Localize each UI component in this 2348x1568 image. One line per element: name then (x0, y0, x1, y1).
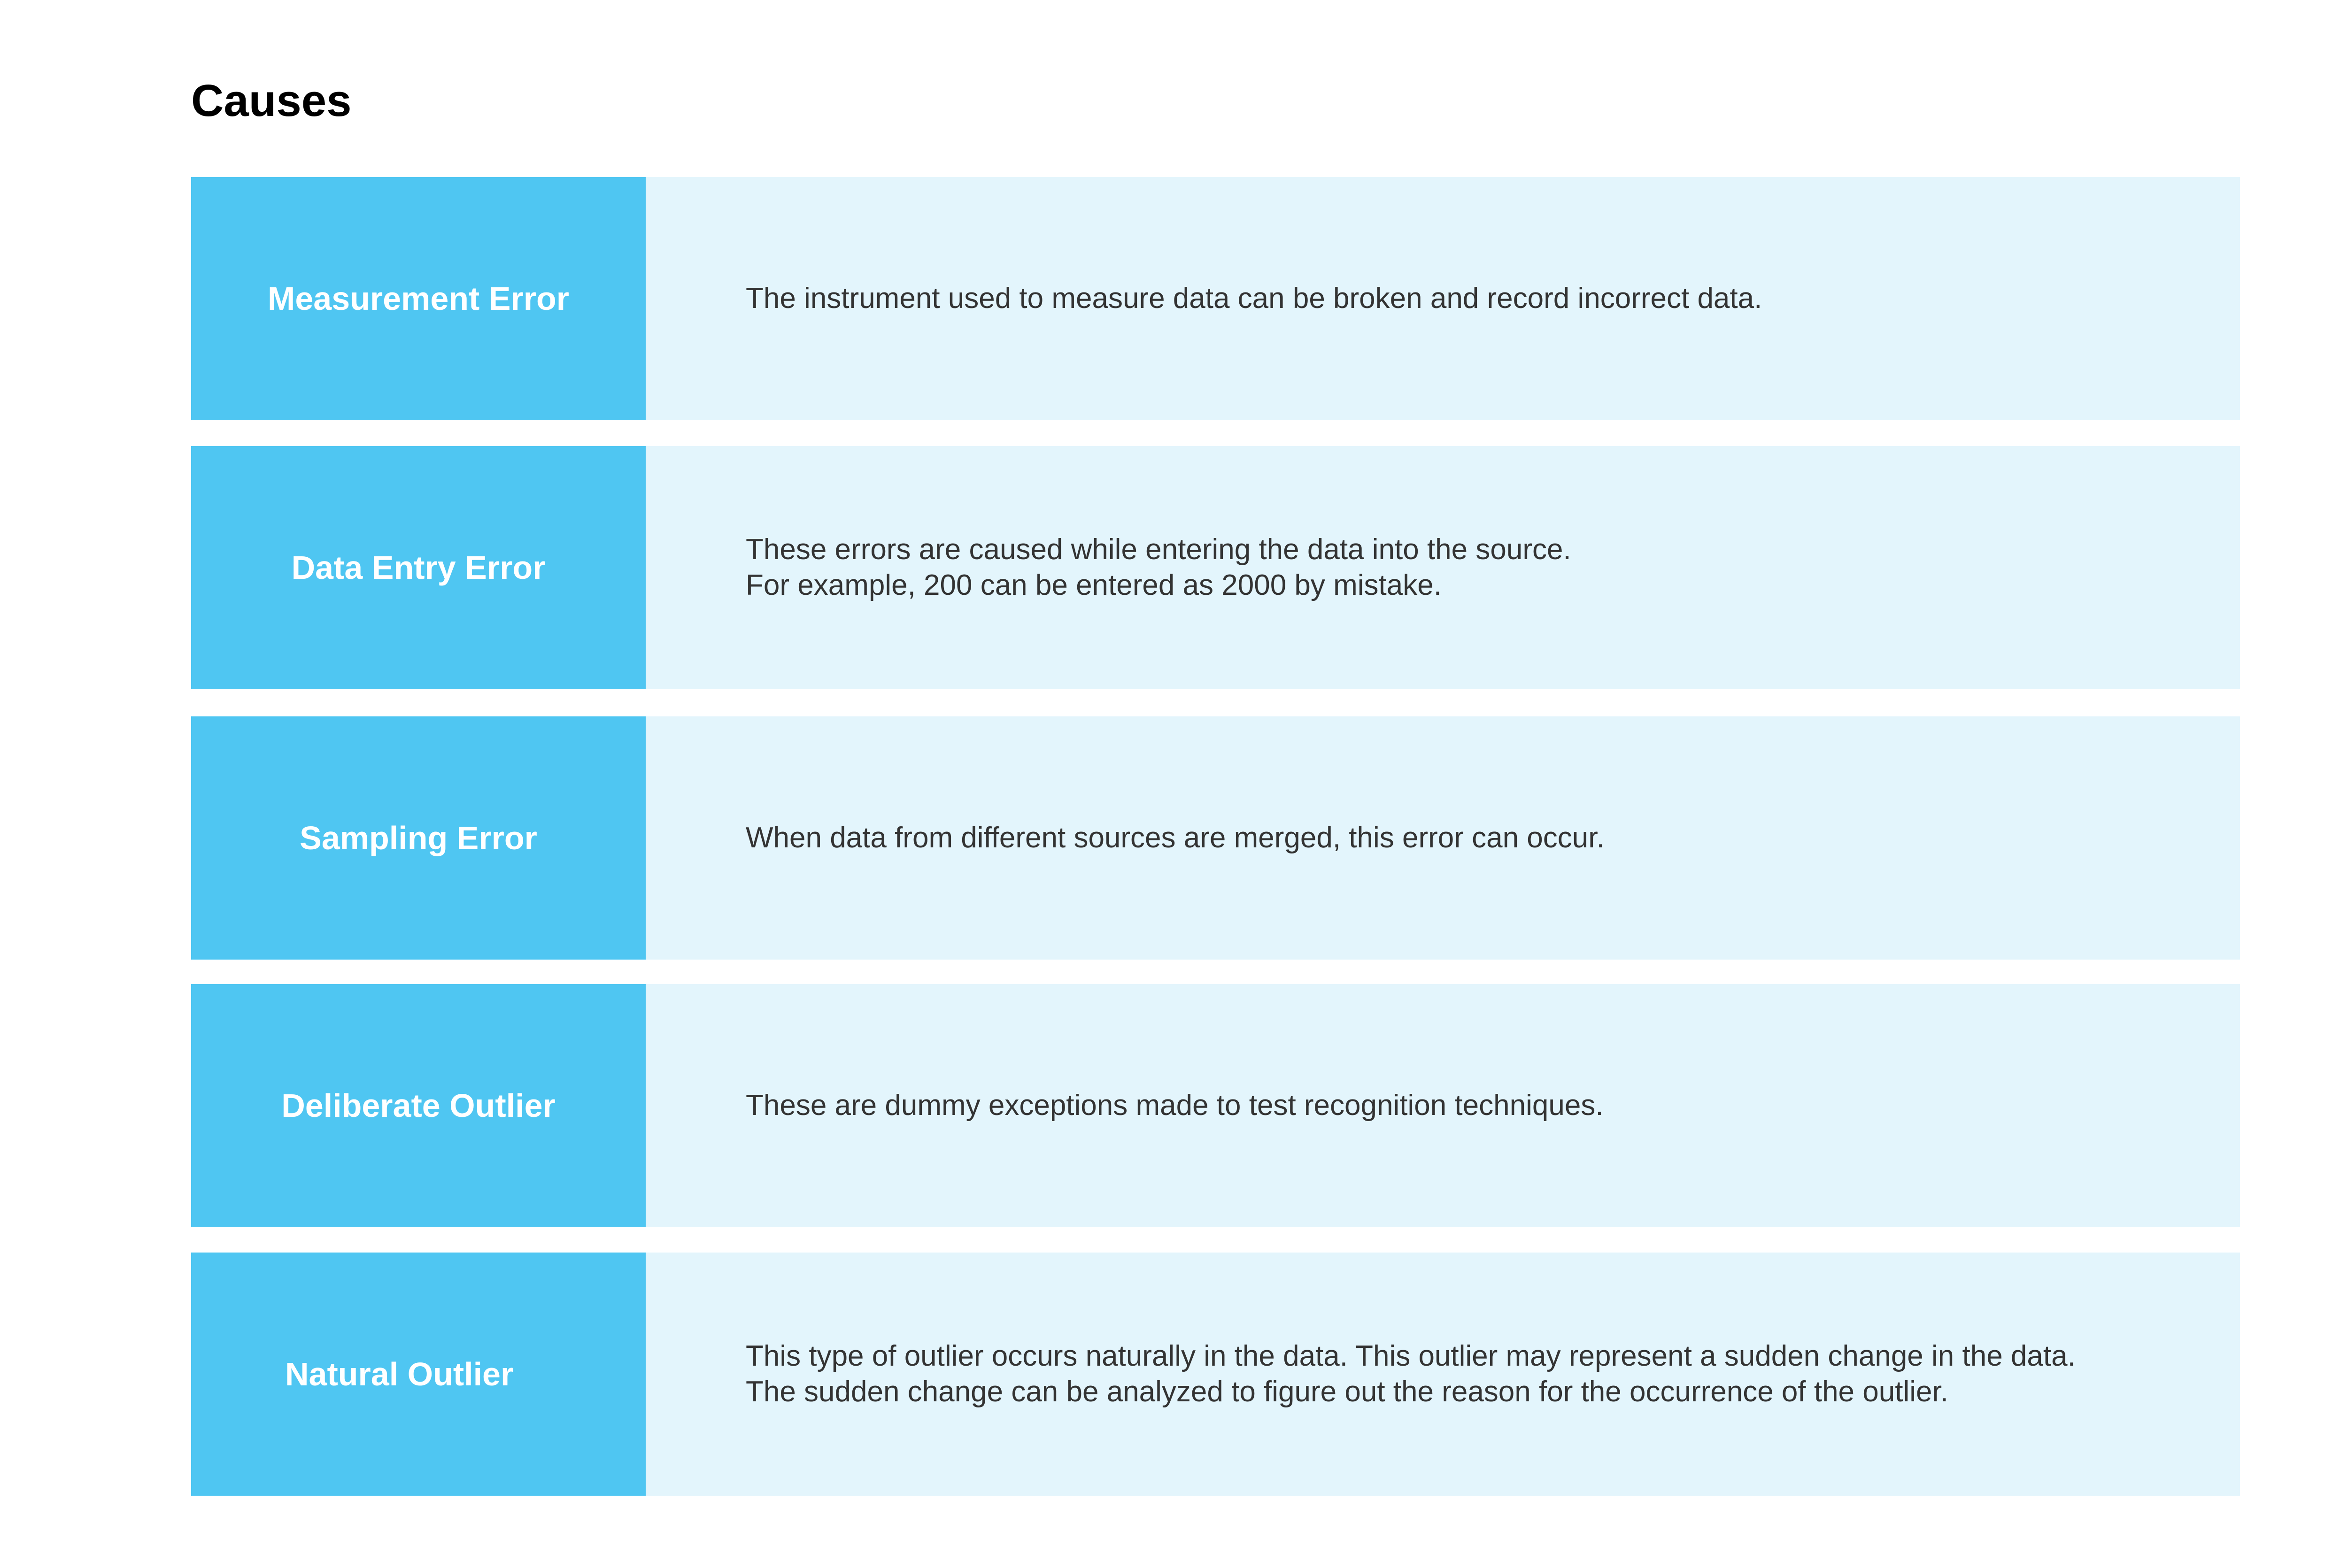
cause-description-line: For example, 200 can be entered as 2000 by mistake. (746, 569, 1442, 601)
cause-description-line: The sudden change can be analyzed to figure out the reason for the occurrence of the outlier. (746, 1376, 1948, 1408)
cause-description (646, 177, 2240, 420)
cause-description-line: When data from different sources are merged, this error can occur. (746, 822, 1605, 854)
cause-row-sampling-error (191, 716, 2240, 960)
cause-row-data-entry-error (191, 446, 2240, 689)
cause-description (646, 1253, 2240, 1496)
cause-description-line: This type of outlier occurs naturally in the data. This outlier may represent a sudden change in the data. (746, 1340, 2076, 1372)
page-title: Causes (191, 76, 352, 126)
cause-description-line: These are dummy exceptions made to test recognition techniques. (746, 1089, 1604, 1122)
cause-label: Deliberate Outlier (191, 984, 646, 1227)
cause-row-natural-outlier (191, 1253, 2240, 1496)
cause-label: Measurement Error (191, 177, 646, 420)
cause-description-line: These errors are caused while entering the data into the source. (746, 533, 1571, 566)
cause-label: Sampling Error (191, 716, 646, 960)
cause-description (646, 716, 2240, 960)
cause-description-line: The instrument used to measure data can be broken and record incorrect data. (746, 282, 1762, 315)
cause-description (646, 984, 2240, 1227)
cause-row-deliberate-outlier (191, 984, 2240, 1227)
cause-row-measurement-error (191, 177, 2240, 420)
cause-description (646, 446, 2240, 689)
cause-label: Natural Outlier (191, 1253, 646, 1496)
cause-label: Data Entry Error (191, 446, 646, 689)
